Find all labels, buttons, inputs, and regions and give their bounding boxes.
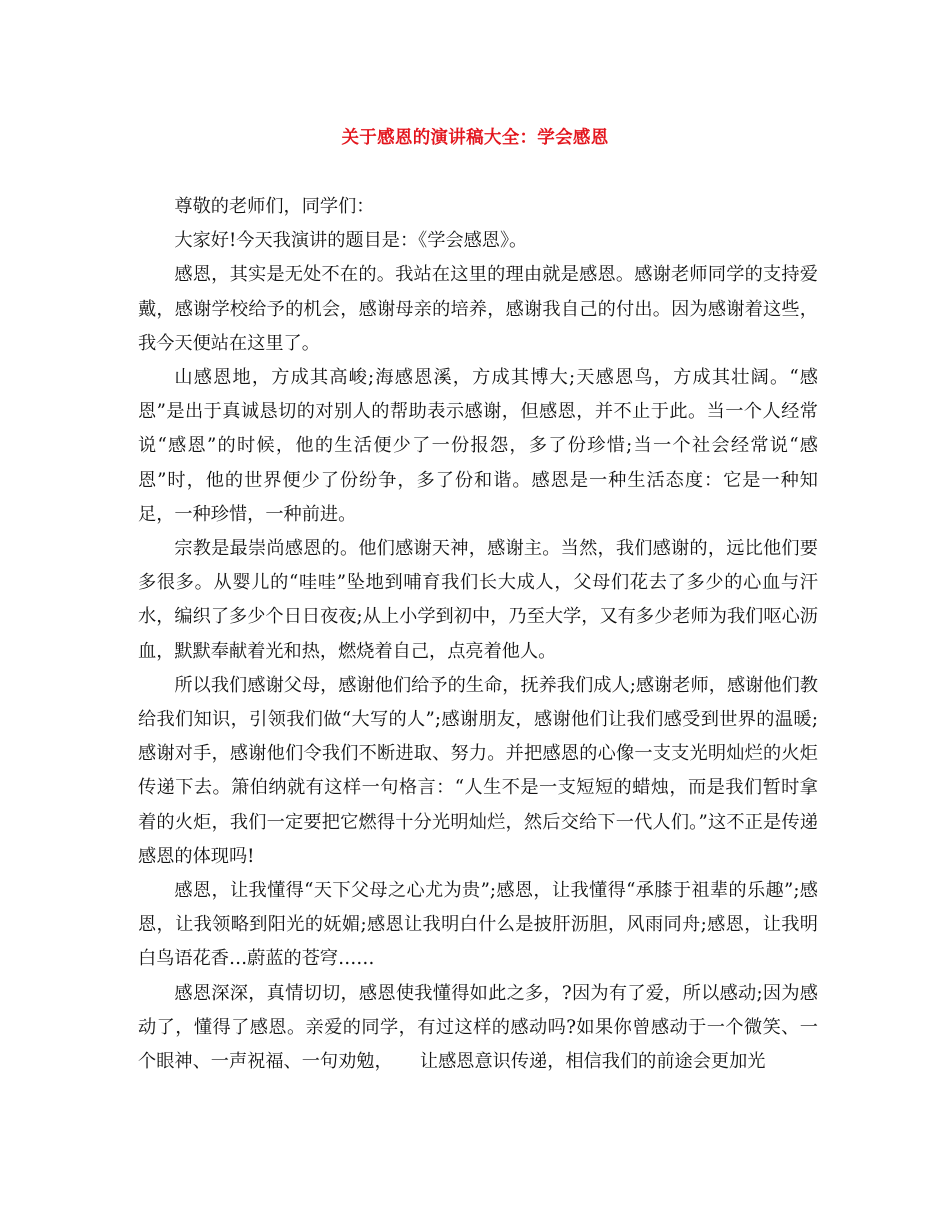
document-body: [138, 190, 818, 1079]
paragraph: 感恩，其实是无处不在的。我站在这里的理由就是感恩。感谢老师同学的支持爱戴，感谢学校给予的机会，感谢母亲的培养，感谢我自己的付出。因为感谢着这些，我今天便站在这里了。: [138, 264, 818, 354]
paragraph-salutation: 尊敬的老师们，同学们：: [174, 196, 375, 217]
paragraph-greeting: 大家好!今天我演讲的题目是：《学会感恩》。: [174, 230, 528, 252]
paragraph: 山感恩地，方成其高峻;海感恩溪，方成其博大;天感恩鸟，方成其壮阔。“感恩”是出于真诚恳切的对别人的帮助表示感谢，但感恩，并不止于此。当一个人经常说“感恩”的时候，他的生活便少了一份报怨，多了份珍惜;当一个社会经常说“感恩”时，他的世界便少了份纷争，多了份和谐。感恩是一种生活态度：它是一种知足，一种珍惜，一种前进。: [138, 367, 818, 525]
paragraph: 感恩，让我懂得“天下父母之心尤为贵”;感恩，让我懂得“承膝于祖辈的乐趣”;感恩，让我领略到阳光的妩媚;感恩让我明白什么是披肝沥胆，风雨同舟;感恩，让我明白鸟语花香…蔚蓝的苍穹……: [138, 880, 818, 970]
paragraph: 宗教是最崇尚感恩的。他们感谢天神，感谢主。当然，我们感谢的，远比他们要多很多。从婴儿的“哇哇”坠地到哺育我们长大成人，父母们花去了多少的心血与汗水，编织了多少个日日夜夜;从上小学到初中，乃至大学，又有多少老师为我们呕心沥血，默默奉献着光和热，燃烧着自己，点亮着他人。: [138, 538, 818, 662]
paragraph: 感恩深深，真情切切，感恩使我懂得如此之多，?因为有了爱，所以感动;因为感动了，懂得了感恩。亲爱的同学，有过这样的感动吗?如果你曾感动于一个微笑、一个眼神、一声祝福、一句劝勉， 让感恩意识传递，相信我们的前途会更加光: [138, 982, 818, 1073]
paragraph: 所以我们感谢父母，感谢他们给予的生命，抚养我们成人;感谢老师，感谢他们教给我们知识，引领我们做“大写的人”;感谢朋友，感谢他们让我们感受到世界的温暖;感谢对手，感谢他们令我们不断进取、努力。并把感恩的心像一支支光明灿烂的火炬传递下去。箫伯纳就有这样一句格言：“人生不是一支短短的蜡烛，而是我们暂时拿着的火炬，我们一定要把它燃得十分光明灿烂，然后交给下一代人们。”这不正是传递感恩的体现吗!: [138, 674, 818, 867]
document-title: 关于感恩的演讲稿大全：学会感恩: [341, 128, 609, 148]
